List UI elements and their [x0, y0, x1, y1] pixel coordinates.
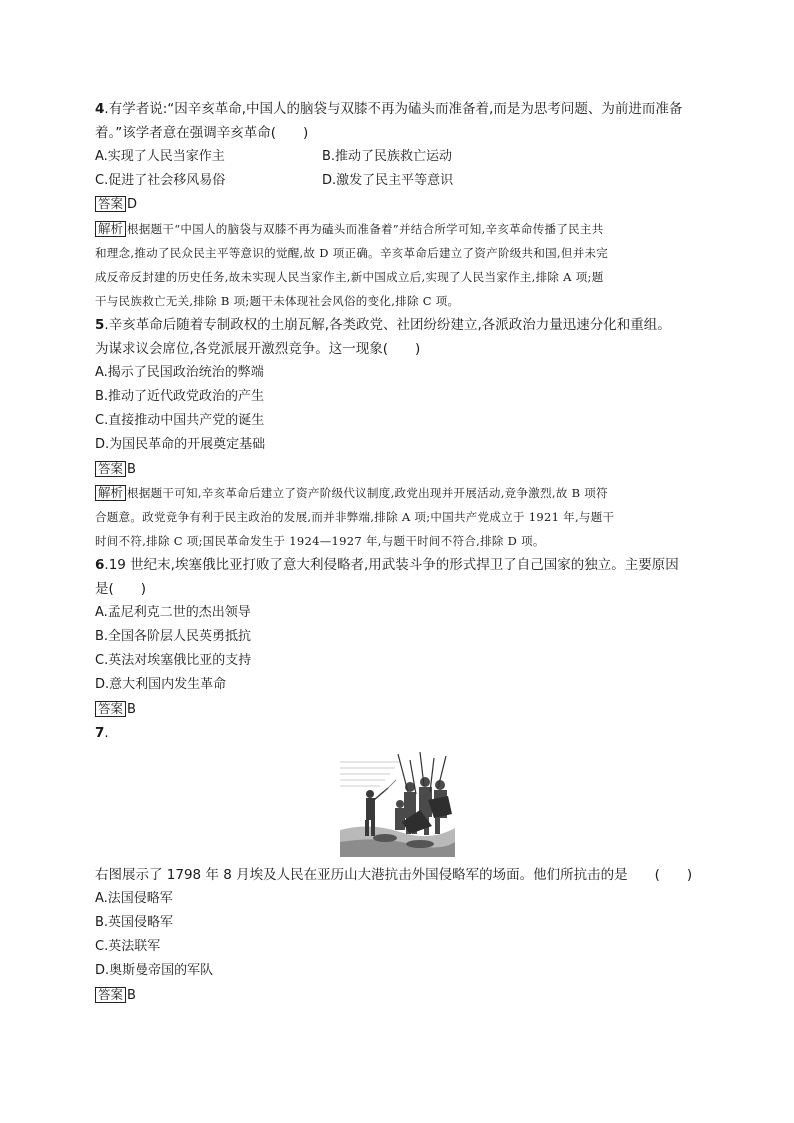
explanation-tag: 解析	[95, 485, 126, 501]
q7-answer: 答案 B	[95, 987, 136, 1004]
q6-stem-line2: 是( )	[95, 581, 147, 597]
q6-option-a: A.孟尼利克二世的杰出领导	[95, 605, 251, 620]
q5-number: 5	[95, 317, 105, 333]
q5-explanation-line1: 解析 根据题干可知,辛亥革命后建立了资产阶级代议制度,政党出现并开展活动,竞争激烈,故 B 项符	[95, 485, 608, 501]
battle-engraving-image	[340, 752, 455, 857]
q5-stem-line2: 为谋求议会席位,各党派展开激烈竞争。这一现象( )	[95, 341, 421, 357]
q5-option-b: B.推动了近代政党政治的产生	[95, 389, 265, 404]
q4-option-c: C.促进了社会移风易俗	[95, 173, 226, 188]
q5-answer: 答案 B	[95, 461, 136, 478]
q7-option-a: A.法国侵略军	[95, 891, 173, 906]
q7-option-d: D.奥斯曼帝国的军队	[95, 963, 214, 978]
q6-option-d: D.意大利国内发生革命	[95, 677, 227, 692]
q5-option-d: D.为国民革命的开展奠定基础	[95, 437, 266, 452]
q7-number-line: 7.	[95, 725, 109, 741]
q6-option-b: B.全国各阶层人民英勇抵抗	[95, 629, 252, 644]
q4-number: 4	[95, 101, 105, 117]
q6-answer: 答案 B	[95, 701, 136, 718]
q7-stem: 右图展示了 1798 年 8 月埃及人民在亚历山大港抗击外国侵略军的场面。他们所抗击的是 ( )	[95, 867, 693, 883]
q4-option-a: A.实现了人民当家作主	[95, 149, 225, 164]
q4-option-b: B.推动了民族救亡运动	[322, 149, 453, 164]
q6-number: 6	[95, 557, 105, 573]
answer-tag: 答案	[95, 461, 126, 477]
answer-tag: 答案	[95, 701, 126, 717]
q4-options-row1	[95, 149, 453, 165]
q5-stem-line1: 5.辛亥革命后随着专制政权的土崩瓦解,各类政党、社团纷纷建立,各派政治力量迅速分化和重组。	[95, 317, 671, 333]
q4-stem-line1: 4.有学者说:“因辛亥革命,中国人的脑袋与双膝不再为磕头而准备着,而是为思考问题、为前进而准备	[95, 101, 683, 117]
q5-explanation-line3: 时间不符,排除 C 项;国民革命发生于 1924—1927 年,与题干时间不符合,排除 D 项。	[95, 534, 545, 548]
answer-tag: 答案	[95, 987, 126, 1003]
q6-option-c: C.英法对埃塞俄比亚的支持	[95, 653, 252, 668]
q5-option-c: C.直接推动中国共产党的诞生	[95, 413, 265, 428]
q6-stem-line1: 6.19 世纪末,埃塞俄比亚打败了意大利侵略者,用武装斗争的形式捍卫了自己国家的独立。主要原因	[95, 557, 679, 573]
q4-stem-line2: 着。”该学者意在强调辛亥革命( )	[95, 125, 309, 141]
q5-explanation-line2: 合题意。政党竞争有利于民主政治的发展,而并非弊端,排除 A 项;中国共产党成立于 1921 年,与题干	[95, 510, 615, 524]
q4-explanation-line4: 干与民族救亡无关,排除 B 项;题干未体现社会风俗的变化,排除 C 项。	[95, 294, 460, 308]
q4-explanation-line1: 解析 根据题干“中国人的脑袋与双膝不再为磕头而准备着”并结合所学可知,辛亥革命传播了民主共	[95, 221, 604, 237]
explanation-tag: 解析	[95, 221, 126, 237]
answer-tag: 答案	[95, 196, 126, 212]
q7-number: 7	[95, 725, 105, 741]
q7-option-b: B.英国侵略军	[95, 915, 174, 930]
q7-option-c: C.英法联军	[95, 939, 161, 954]
q4-option-d: D.激发了民主平等意识	[322, 173, 454, 188]
q5-option-a: A.揭示了民国政治统治的弊端	[95, 365, 264, 380]
q4-explanation-line2: 和理念,推动了民众民主平等意识的觉醒,故 D 项正确。辛亥革命后建立了资产阶级共和国,但并未完	[95, 246, 609, 260]
q4-answer: 答案 D	[95, 196, 137, 213]
q4-options-row2	[95, 173, 454, 189]
q4-explanation-line3: 成反帝反封建的历史任务,故未实现人民当家作主,新中国成立后,实现了人民当家作主,排除 A 项;题	[95, 270, 604, 284]
